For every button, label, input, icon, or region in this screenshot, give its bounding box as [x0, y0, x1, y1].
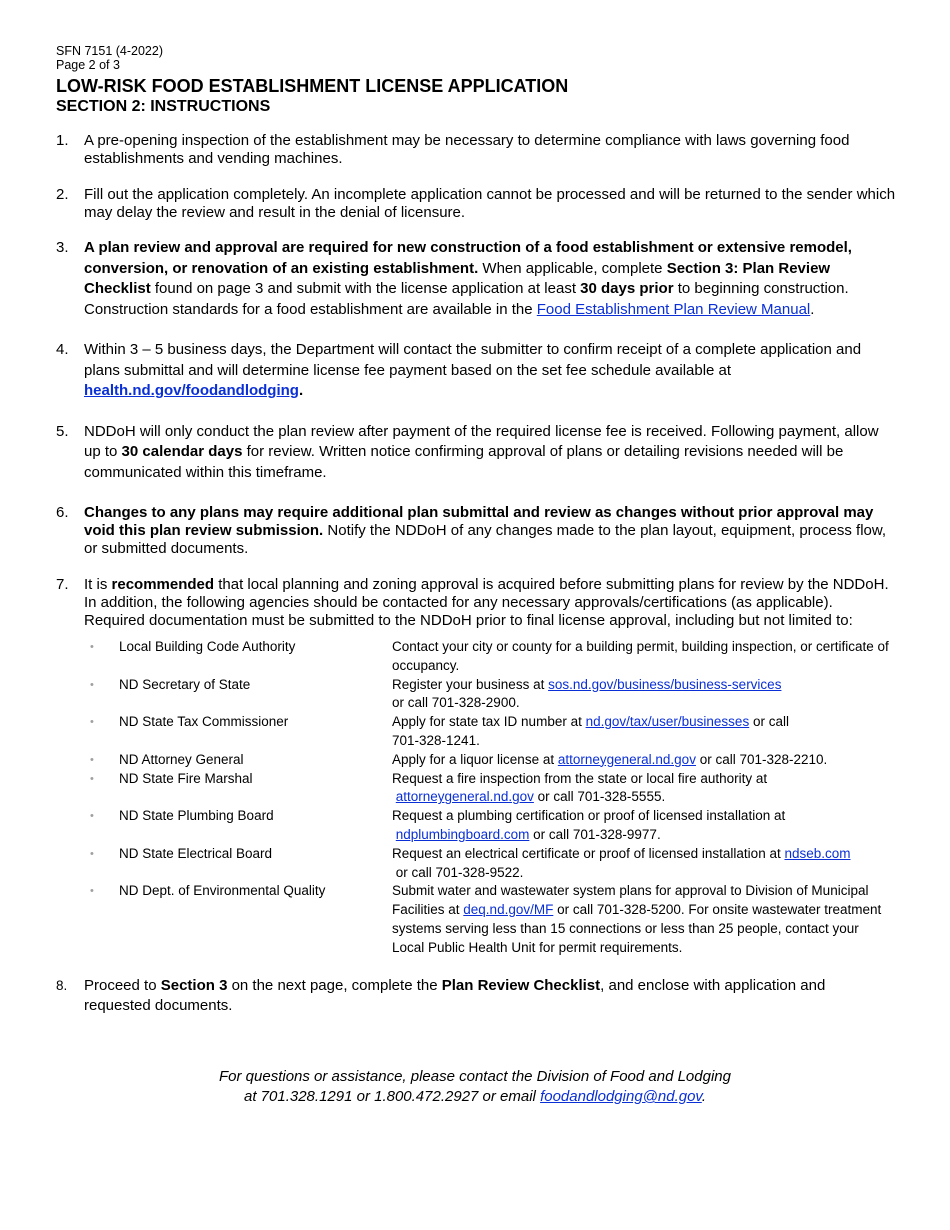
item-text: , and enclose with application and requested documents.: [84, 976, 826, 1015]
item-bold-text: A plan review and approval are required for new construction of a food establishment or extensive remodel, conversion, or renovation of an existing establishment.: [84, 239, 852, 277]
item-bold-text: Changes to any plans may require additional plan submittal and review as changes without prior approval may void this plan review submission.: [84, 504, 874, 539]
bullet-icon: •: [90, 641, 94, 653]
agency-text: Apply for a liquor license at: [392, 751, 558, 767]
instruction-8: [56, 976, 896, 1017]
instructions-list: [56, 132, 896, 1017]
agency-row: [84, 751, 896, 770]
item-bold-text: 30 calendar days: [121, 443, 243, 460]
agency-name: ND State Tax Commissioner: [119, 714, 289, 730]
item-number: 3.: [56, 239, 69, 256]
item-text: .: [810, 300, 815, 318]
agency-description: [392, 845, 897, 883]
instruction-2: [56, 186, 896, 222]
contact-footer: [0, 1067, 950, 1107]
agency-description: Contact your city or county for a building permit, building inspection, or certificate of occupancy.: [392, 639, 889, 673]
item-bold-text: 30 days prior: [580, 280, 674, 297]
agency-name: ND Attorney General: [119, 751, 244, 767]
sos-link[interactable]: sos.nd.gov/business/business-services: [548, 676, 782, 692]
item-text: Within 3 – 5 business days, the Department will contact the submitter to confirm receipt of a complete application and plans submittal and will determine license fee payment based on the set fee schedule available at: [84, 341, 862, 379]
instruction-5: [56, 422, 896, 484]
footer-line-2: [0, 1087, 950, 1107]
agency-name: ND State Electrical Board: [119, 845, 273, 861]
agency-text: or call 701-328-5555.: [533, 789, 666, 805]
item-text: on the next page, complete the: [227, 976, 442, 994]
plumbing-board-link[interactable]: ndplumbingboard.com: [395, 826, 530, 842]
bullet-icon: •: [90, 885, 94, 898]
bullet-icon: •: [90, 772, 94, 785]
form-number: SFN 7151 (4-2022): [56, 44, 164, 58]
plan-review-manual-link[interactable]: Food Establishment Plan Review Manual: [536, 300, 811, 318]
section-heading: SECTION 2: INSTRUCTIONS: [56, 98, 271, 115]
agency-text: or call 701-328-1241.: [392, 714, 789, 748]
item-text: When applicable, complete: [478, 259, 667, 277]
bullet-icon: •: [90, 810, 94, 823]
item-number: 8.: [56, 977, 68, 993]
item-text: NDDoH will only conduct the plan review after payment of the required license fee is received. Following payment, allow up to: [84, 422, 879, 460]
item-bold-text: Section 3: [160, 976, 228, 994]
agency-description: [392, 676, 897, 714]
email-link[interactable]: foodandlodging@nd.gov: [540, 1088, 702, 1105]
deq-link[interactable]: deq.nd.gov/MF: [463, 902, 554, 918]
agency-description: [392, 807, 897, 845]
agency-row: [84, 770, 896, 808]
agency-name: ND Secretary of State: [119, 676, 251, 692]
footer-text: at 701.328.1291 or 1.800.472.2927 or email: [244, 1088, 541, 1105]
electrical-board-link[interactable]: ndseb.com: [784, 845, 851, 861]
agency-row: [84, 807, 896, 845]
item-number: 5.: [56, 422, 69, 440]
bullet-icon: •: [90, 753, 94, 766]
agency-row: [84, 638, 896, 676]
agency-text: Submit water and wastewater system plans for approval to Division of Municipal Facilities at: [392, 883, 869, 918]
agency-text: or call 701-328-2210.: [695, 751, 828, 767]
item-number: 6.: [56, 504, 69, 521]
agency-name: ND Dept. of Environmental Quality: [119, 883, 326, 899]
instruction-7: [56, 576, 896, 958]
agency-row: [84, 713, 896, 751]
footer-text: .: [701, 1088, 706, 1105]
agency-text: or call 701-328-9977.: [529, 826, 661, 842]
item-text: It is: [84, 576, 112, 593]
instruction-3: [56, 238, 896, 320]
agency-description: [392, 770, 897, 808]
instruction-1: [56, 132, 896, 168]
item-text: Notify the NDDoH of any changes made to the plan layout, equipment, process flow, or submitted documents.: [84, 522, 887, 557]
page-label: Page 2 of 3: [56, 58, 120, 72]
agency-text: Register your business at: [392, 676, 549, 692]
agency-row: [84, 882, 896, 957]
instruction-4: [56, 340, 896, 402]
item-text: for review. Written notice confirming approval of plans or detailing revisions needed will be communicated within this timeframe.: [84, 443, 844, 481]
agency-name: ND State Plumbing Board: [119, 808, 274, 824]
agency-row: [84, 676, 896, 714]
item-number: 2.: [56, 186, 69, 203]
tax-link[interactable]: nd.gov/tax/user/businesses: [585, 714, 750, 730]
item-text: Fill out the application completely. An incomplete application cannot be processed and will be returned to the sender which may delay the review and result in the denial of licensure.: [84, 186, 896, 221]
item-number: 7.: [56, 576, 69, 593]
item-text: Proceed to: [84, 976, 161, 994]
agency-text: or call 701-328-5200. For onsite wastewater treatment systems serving less than 15 connections or less than 25 people, contact your Local Public Health Unit for permit requirements.: [392, 902, 882, 955]
page-title: LOW-RISK FOOD ESTABLISHMENT LICENSE APPLICATION: [56, 76, 569, 96]
agency-description: [392, 713, 812, 751]
item-number: 1.: [56, 132, 69, 149]
item-text: that local planning and zoning approval is acquired before submitting plans for review by the NDDoH. In addition, the following agencies should be contacted for any necessary approvals/certifications (as applicable). Required documentation must be submitted to the NDDoH prior to final license approval, including but not limited to:: [84, 576, 889, 629]
item-text: A pre-opening inspection of the establishment may be necessary to determine compliance with laws governing food establishments and vending machines.: [84, 132, 850, 167]
item-text: found on page 3 and submit with the license application at least: [150, 280, 581, 297]
agency-text: Apply for state tax ID number at: [392, 714, 586, 730]
document-page: [56, 44, 896, 1017]
fire-marshal-link[interactable]: attorneygeneral.nd.gov: [395, 789, 534, 805]
agency-text: Request a fire inspection from the state or local fire authority at: [392, 770, 768, 786]
instruction-6: [56, 504, 896, 558]
bullet-icon: •: [90, 678, 94, 691]
foodandlodging-link[interactable]: health.nd.gov/foodandlodging: [84, 382, 299, 399]
item-bold-text: Plan Review Checklist: [441, 976, 601, 994]
item-bold-text: recommended: [111, 576, 215, 593]
agency-row: [84, 845, 896, 883]
agency-name: ND State Fire Marshal: [119, 770, 253, 786]
item-bold-text: Section 3: Plan Review Checklist: [84, 259, 831, 297]
agency-description: [392, 751, 897, 770]
bullet-icon: •: [90, 847, 94, 860]
attorney-general-link[interactable]: attorneygeneral.nd.gov: [557, 751, 696, 767]
bullet-icon: •: [90, 716, 94, 729]
footer-line-1: For questions or assistance, please contact the Division of Food and Lodging: [219, 1068, 731, 1085]
agency-description: [392, 882, 892, 957]
agency-text: Request an electrical certificate or proof of licensed installation at: [392, 845, 785, 861]
agency-text: or call 701-328-2900.: [392, 695, 520, 711]
item-number: 4.: [56, 341, 69, 358]
agency-list: [84, 638, 896, 958]
agency-text: Request a plumbing certification or proof of licensed installation at: [392, 808, 786, 824]
agency-name: Local Building Code Authority: [119, 639, 296, 654]
agency-text: or call 701-328-9522.: [395, 864, 524, 880]
item-bold-text: .: [298, 382, 304, 399]
item-text: to beginning construction. Construction standards for a food establishment are available in the: [84, 280, 849, 318]
